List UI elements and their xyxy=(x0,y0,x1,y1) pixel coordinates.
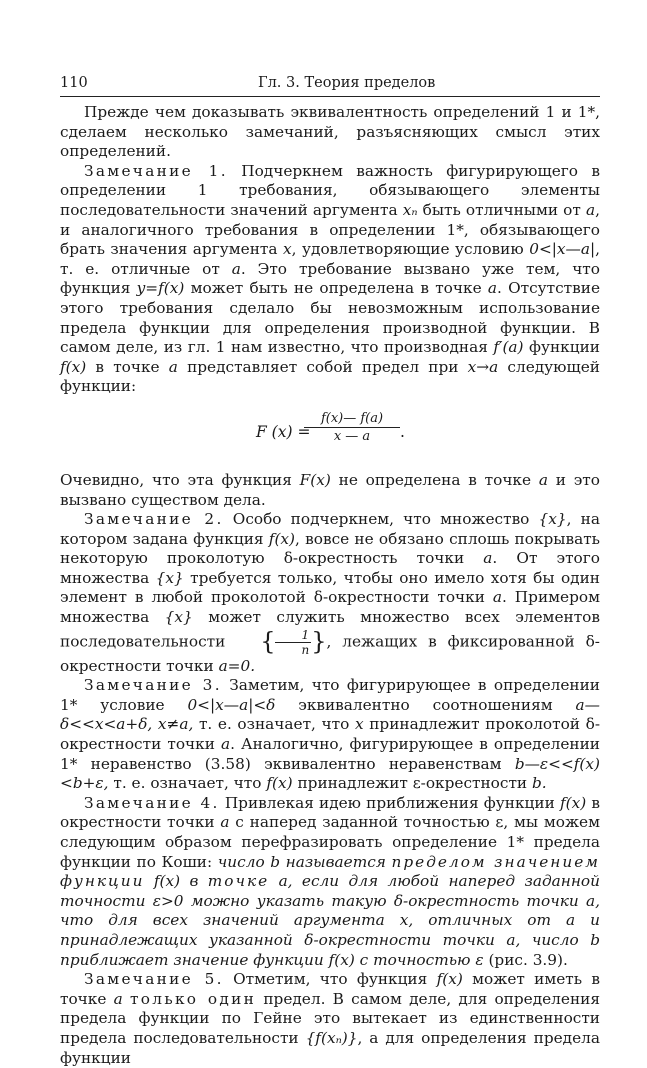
formula-lhs: F (x) = xyxy=(256,422,311,441)
book-page xyxy=(60,0,601,1067)
remark-2: Замечание 2. Особо подчеркнем, что множество {x}, на котором задана функция f(x), вовсе не обязано сплошь покрывать некоторую проколотую δ-окрестность точки a. От этого множества {x} требуется только, чтобы оно имело хотя бы один элемент в любой проколотой δ-окрестности точки a. Примером множества {x} может служить множество всех элементов последовательности { $\frac{1}{n}$ }, лежащих в фиксированной δ-окрестности точки a=0. xyxy=(60,510,601,675)
formula-denominator: x — a xyxy=(333,428,371,444)
running-head: Гл. 3. Теория пределов xyxy=(258,75,436,91)
formula-end: . xyxy=(400,422,405,441)
after-formula-paragraph: Очевидно, что эта функция F(x) не определена в точке a и это вызвано существом дела. xyxy=(60,470,600,509)
remark-2-label: Замечание 2. xyxy=(84,510,224,529)
remark-4-label: Замечание 4. xyxy=(84,793,220,812)
remark-4: Замечание 4. Привлекая идею приближения функции f(x) в окрестности точки a с наперед заданной точностью ε, мы можем следующим образом перефразировать определение 1* предела функции по Коши: число b называется пределом значением функции f(x) в точке a, если для любой наперед заданной точности ε>0 можно указать такую δ-окрестность точки a, что для всех значений аргумента x, отличных от a и принадлежащих указанной δ-окрестности точки a, число b приближает значение функции f(x) с точностью ε (рис. 3.9). xyxy=(60,793,600,969)
remark-1-label: Замечание 1. xyxy=(84,161,228,180)
page-body xyxy=(60,103,600,1068)
sequence-fraction: { $\frac{1}{n}$ } xyxy=(260,627,327,657)
formula-fraction xyxy=(304,411,400,445)
page-header xyxy=(60,73,600,93)
page-number: 110 xyxy=(60,75,88,91)
remark-5-label: Замечание 5. xyxy=(84,970,224,989)
display-formula xyxy=(60,397,600,471)
formula-numerator: f(x)— f(a) xyxy=(304,411,400,428)
remark-3: Замечание 3. Заметим, что фигурирующее в определении 1* условие 0<|x—a|<δ эквивалентно соотношениям a—δ<<x<a+δ, x≠a, т. е. означает, что x принадлежит проколотой δ-окрестности точки a. Аналогично, фигурирующее в определении 1* неравенство (3.58) эквивалентно неравенствам b—ε<<f(x)<b+ε, т. е. означает, что f(x) принадлежит ε-окрестности b. xyxy=(60,676,600,793)
intro-paragraph: Прежде чем доказывать эквивалентность определений 1 и 1*, сделаем несколько замечаний, разъясняющих смысл этих определений. xyxy=(60,103,600,161)
remark-1: Замечание 1. Подчеркнем важность фигурирующего в определении 1 требования, обязывающего элементы последовательности значений аргумента xₙ быть отличными от a, и аналогичного требования в определении 1*, обязывающего брать значения аргумента x, удовлетворяющие условию 0<|x—a|, т. е. отличные от a. Это требование вызвано уже тем, что функция y=f(x) может быть не определена в точке a. Отсутствие этого требования сделало бы невозможным использование предела функции для определения производной функции. В самом деле, из гл. 1 нам известно, что производная f′(a) функции f(x) в точке a представляет собой предел при x→a следующей функции: xyxy=(60,161,600,396)
header-rule xyxy=(60,96,600,97)
remark-5: Замечание 5. Отметим, что функция f(x) может иметь в точке a только один предел. В самом деле, для определения предела функции по Гейне это вытекает из единственности предела последовательности {f(xₙ)}, а для определения предела функции xyxy=(60,970,600,1067)
remark-3-label: Замечание 3. xyxy=(84,676,222,695)
